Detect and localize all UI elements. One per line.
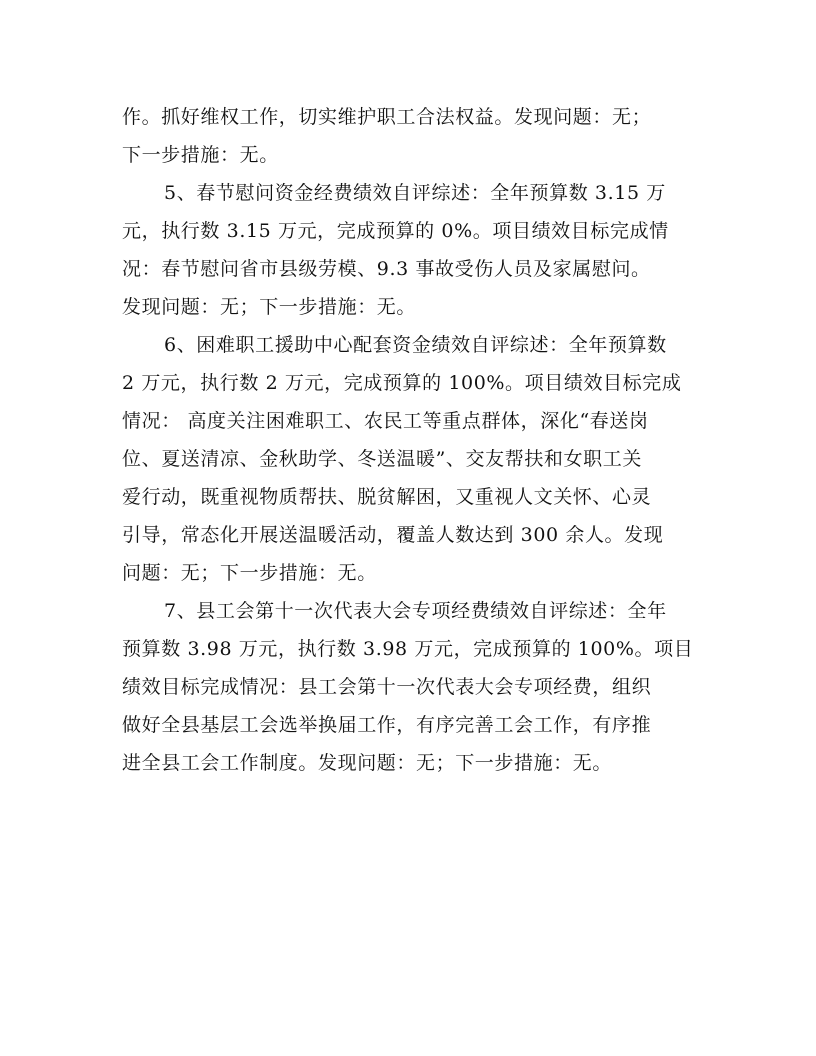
document-body <box>122 98 694 782</box>
text-line: 预算数 3.98 万元，执行数 3.98 万元，完成预算的 100%。项目 <box>122 638 694 660</box>
text-line: 发现问题：无；下一步措施：无。 <box>122 296 417 318</box>
text-line: 5、春节慰问资金经费绩效自评综述：全年预算数 3.15 万 <box>164 182 666 204</box>
text-line: 7、县工会第十一次代表大会专项经费绩效自评综述：全年 <box>164 600 667 622</box>
text-line: 况：春节慰问省市县级劳模、9.3 事故受伤人员及家属慰问。 <box>122 258 651 280</box>
text-line: 爱行动，既重视物质帮扶、脱贫解困，又重视人文关怀、心灵 <box>122 486 652 508</box>
text-line: 6、困难职工援助中心配套资金绩效自评综述：全年预算数 <box>164 334 667 356</box>
text-line: 问题：无；下一步措施：无。 <box>122 562 377 584</box>
text-line: 位、夏送清凉、金秋助学、冬送温暖”、交友帮扶和女职工关 <box>122 448 642 470</box>
text-line: 做好全县基层工会选举换届工作，有序完善工会工作，有序推 <box>122 714 652 736</box>
text-line: 元，执行数 3.15 万元，完成预算的 0%。项目绩效目标完成情 <box>122 220 669 242</box>
text-line: 下一步措施：无。 <box>122 144 279 166</box>
text-line: 绩效目标完成情况：县工会第十一次代表大会专项经费，组织 <box>122 676 652 698</box>
text-line: 情况： 高度关注困难职工、农民工等重点群体，深化“春送岗 <box>122 410 649 432</box>
text-line: 引导，常态化开展送温暖活动，覆盖人数达到 300 余人。发现 <box>122 524 664 546</box>
text-line: 作。抓好维权工作，切实维护职工合法权益。发现问题：无； <box>122 106 652 128</box>
text-line: 进全县工会工作制度。发现问题：无；下一步措施：无。 <box>122 752 613 774</box>
text-line: 2 万元，执行数 2 万元，完成预算的 100%。项目绩效目标完成 <box>122 372 682 394</box>
